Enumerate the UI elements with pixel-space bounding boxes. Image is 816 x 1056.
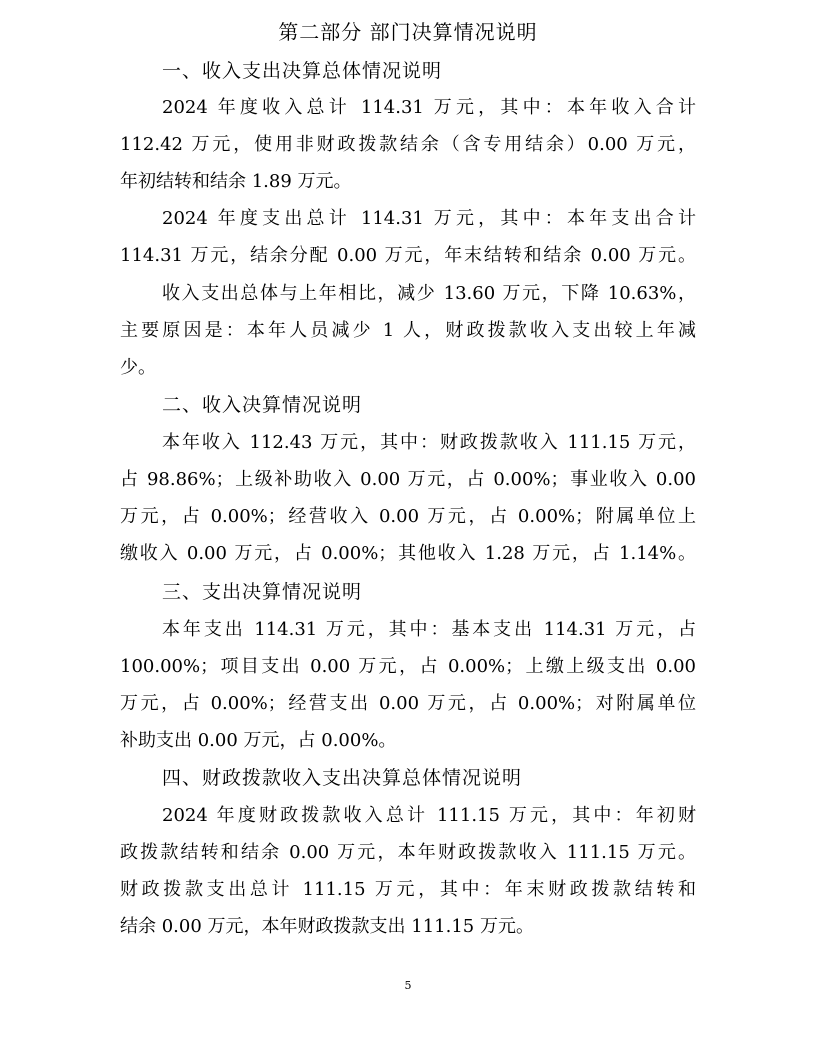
paragraph-line: 2024 年度支出总计 114.31 万元，其中：本年支出合计 bbox=[162, 208, 696, 229]
paragraph-line: 2024 年度财政拨款收入总计 111.15 万元，其中：年初财 bbox=[162, 805, 696, 826]
paragraph-line: 112.42 万元，使用非财政拨款结余（含专用结余）0.00 万元， bbox=[120, 134, 696, 155]
section-heading-2: 二、收入决算情况说明 bbox=[162, 394, 363, 416]
paragraph-line: 主要原因是：本年人员减少 1 人，财政拨款收入支出较上年减 bbox=[120, 320, 696, 341]
paragraph-income-expense-total bbox=[120, 89, 696, 200]
paragraph-line: 2024 年度收入总计 114.31 万元，其中：本年收入合计 bbox=[162, 97, 696, 118]
section-heading-4: 四、财政拨款收入支出决算总体情况说明 bbox=[162, 767, 523, 789]
paragraph-fiscal-appropriation bbox=[120, 797, 696, 945]
paragraph-line: 财政拨款支出总计 111.15 万元，其中：年末财政拨款结转和 bbox=[120, 879, 696, 900]
paragraph-line: 政拨款结转和结余 0.00 万元，本年财政拨款收入 111.15 万元。 bbox=[120, 842, 696, 863]
document-title: 第二部分 部门决算情况说明 bbox=[278, 20, 538, 44]
paragraph-line: 114.31 万元，结余分配 0.00 万元，年末结转和结余 0.00 万元。 bbox=[120, 245, 696, 266]
paragraph-line: 万元，占 0.00%；经营支出 0.00 万元，占 0.00%；对附属单位 bbox=[120, 693, 696, 714]
section-heading-1: 一、收入支出决算总体情况说明 bbox=[162, 60, 443, 82]
paragraph-line: 结余 0.00 万元，本年财政拨款支出 111.15 万元。 bbox=[120, 916, 534, 937]
paragraph-line: 100.00%；项目支出 0.00 万元，占 0.00%；上缴上级支出 0.00 bbox=[120, 656, 696, 677]
paragraph-year-comparison bbox=[120, 275, 696, 386]
paragraph-line: 万元，占 0.00%；经营收入 0.00 万元，占 0.00%；附属单位上 bbox=[120, 506, 696, 527]
paragraph-line: 本年支出 114.31 万元，其中：基本支出 114.31 万元，占 bbox=[162, 619, 696, 640]
paragraph-line: 年初结转和结余 1.89 万元。 bbox=[120, 171, 352, 192]
page-number: 5 bbox=[404, 979, 412, 992]
paragraph-line: 本年收入 112.43 万元，其中：财政拨款收入 111.15 万元， bbox=[162, 432, 696, 453]
paragraph-line: 缴收入 0.00 万元，占 0.00%；其他收入 1.28 万元，占 1.14%。 bbox=[120, 543, 696, 564]
paragraph-expense-detail bbox=[120, 611, 696, 759]
section-heading-3: 三、支出决算情况说明 bbox=[162, 581, 363, 603]
paragraph-expense-total bbox=[120, 200, 696, 274]
paragraph-line: 占 98.86%；上级补助收入 0.00 万元，占 0.00%；事业收入 0.00 bbox=[120, 469, 696, 490]
paragraph-line: 收入支出总体与上年相比，减少 13.60 万元，下降 10.63%， bbox=[162, 283, 696, 304]
paragraph-line: 少。 bbox=[120, 357, 156, 378]
paragraph-income-detail bbox=[120, 424, 696, 572]
paragraph-line: 补助支出 0.00 万元，占 0.00%。 bbox=[120, 730, 397, 751]
